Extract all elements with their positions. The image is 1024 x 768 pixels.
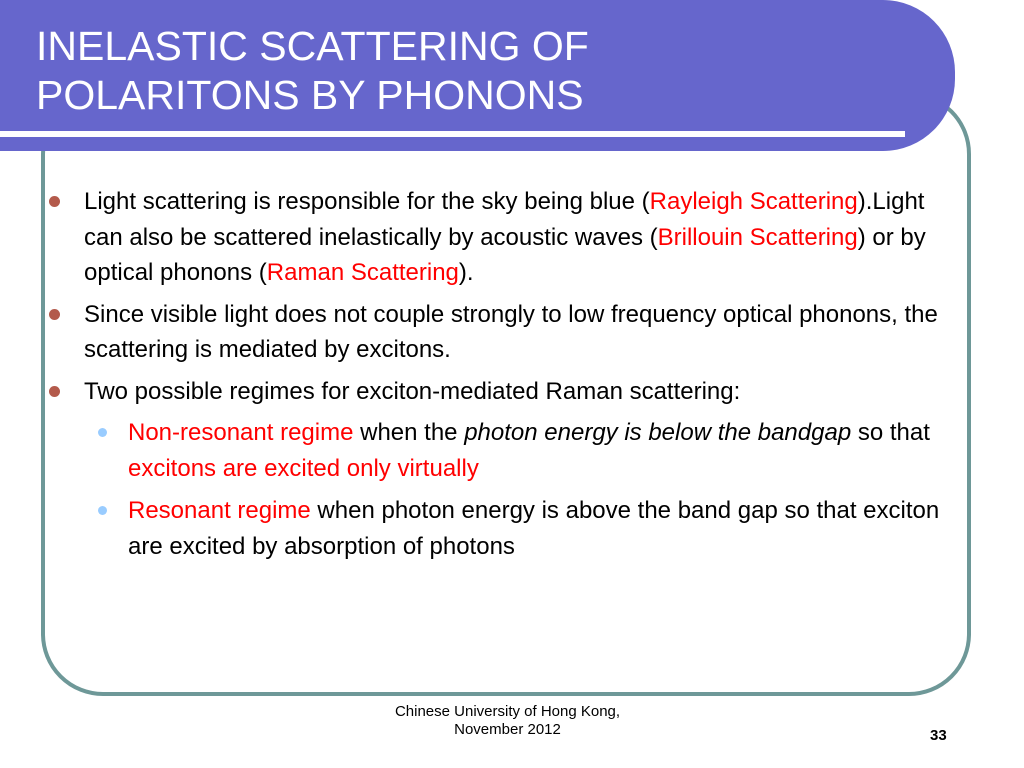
bullet-item-2 bbox=[44, 297, 944, 368]
sub-bullet-item-2 bbox=[44, 493, 944, 564]
bullet-1-raman-scattering: Raman Scattering bbox=[266, 259, 459, 286]
sub-bullet-1-excited-virtually: excitons are excited only virtually bbox=[128, 454, 479, 482]
bullet-1-text-1: Light scattering is responsible for the sky being blue ( bbox=[84, 188, 650, 215]
footer-line-1: Chinese University of Hong Kong, bbox=[394, 703, 621, 720]
slide-title-line-1: INELASTIC SCATTERING OF bbox=[36, 23, 589, 69]
footer-line-2: November 2012 bbox=[454, 721, 561, 738]
sub-bullet-1-text-1: when the bbox=[353, 419, 465, 446]
bullet-2-text: Since visible light does not couple strongly to low frequency optical phonons, the scattering is mediated by excitons. bbox=[84, 300, 938, 363]
sub-bullet-2-resonant-regime: Resonant regime bbox=[128, 497, 311, 524]
sub-bullet-2-text: when photon energy is above the band gap so that exciton are excited by absorption of photons bbox=[128, 497, 940, 560]
bullet-item-1 bbox=[44, 184, 944, 291]
sub-bullet-item-1 bbox=[44, 415, 944, 486]
slide-title-line-2: POLARITONS BY PHONONS bbox=[36, 72, 584, 118]
sub-bullet-1-non-resonant-regime: Non-resonant regime bbox=[128, 419, 354, 446]
bullet-1-brillouin-scattering: Brillouin Scattering bbox=[657, 223, 858, 251]
bullet-dot-icon bbox=[49, 309, 60, 320]
bullet-dot-icon bbox=[49, 386, 60, 397]
title-bar bbox=[0, 0, 955, 151]
bullet-1-text-3: ) or by optical phonons ( bbox=[84, 223, 926, 286]
sub-bullet-dot-icon bbox=[98, 506, 107, 515]
footer-text bbox=[360, 703, 655, 739]
slide-title bbox=[36, 22, 896, 120]
bullet-1-text-2: ).Light can also be scattered inelastically by acoustic waves ( bbox=[84, 188, 925, 251]
bullet-dot-icon bbox=[49, 196, 60, 207]
bullet-1-text-4: ). bbox=[458, 259, 474, 286]
bullet-3-text: Two possible regimes for exciton-mediated Raman scattering: bbox=[84, 377, 741, 405]
slide-body bbox=[44, 184, 944, 571]
bullet-item-3 bbox=[44, 374, 944, 410]
bullet-1-rayleigh-scattering: Rayleigh Scattering bbox=[649, 188, 858, 215]
page-number: 33 bbox=[930, 727, 947, 744]
sub-bullet-1-italic-text: photon energy is below the bandgap bbox=[464, 419, 852, 446]
sub-bullet-1-text-2: so that bbox=[851, 419, 930, 446]
sub-bullet-dot-icon bbox=[98, 428, 107, 437]
title-underline bbox=[0, 131, 905, 137]
